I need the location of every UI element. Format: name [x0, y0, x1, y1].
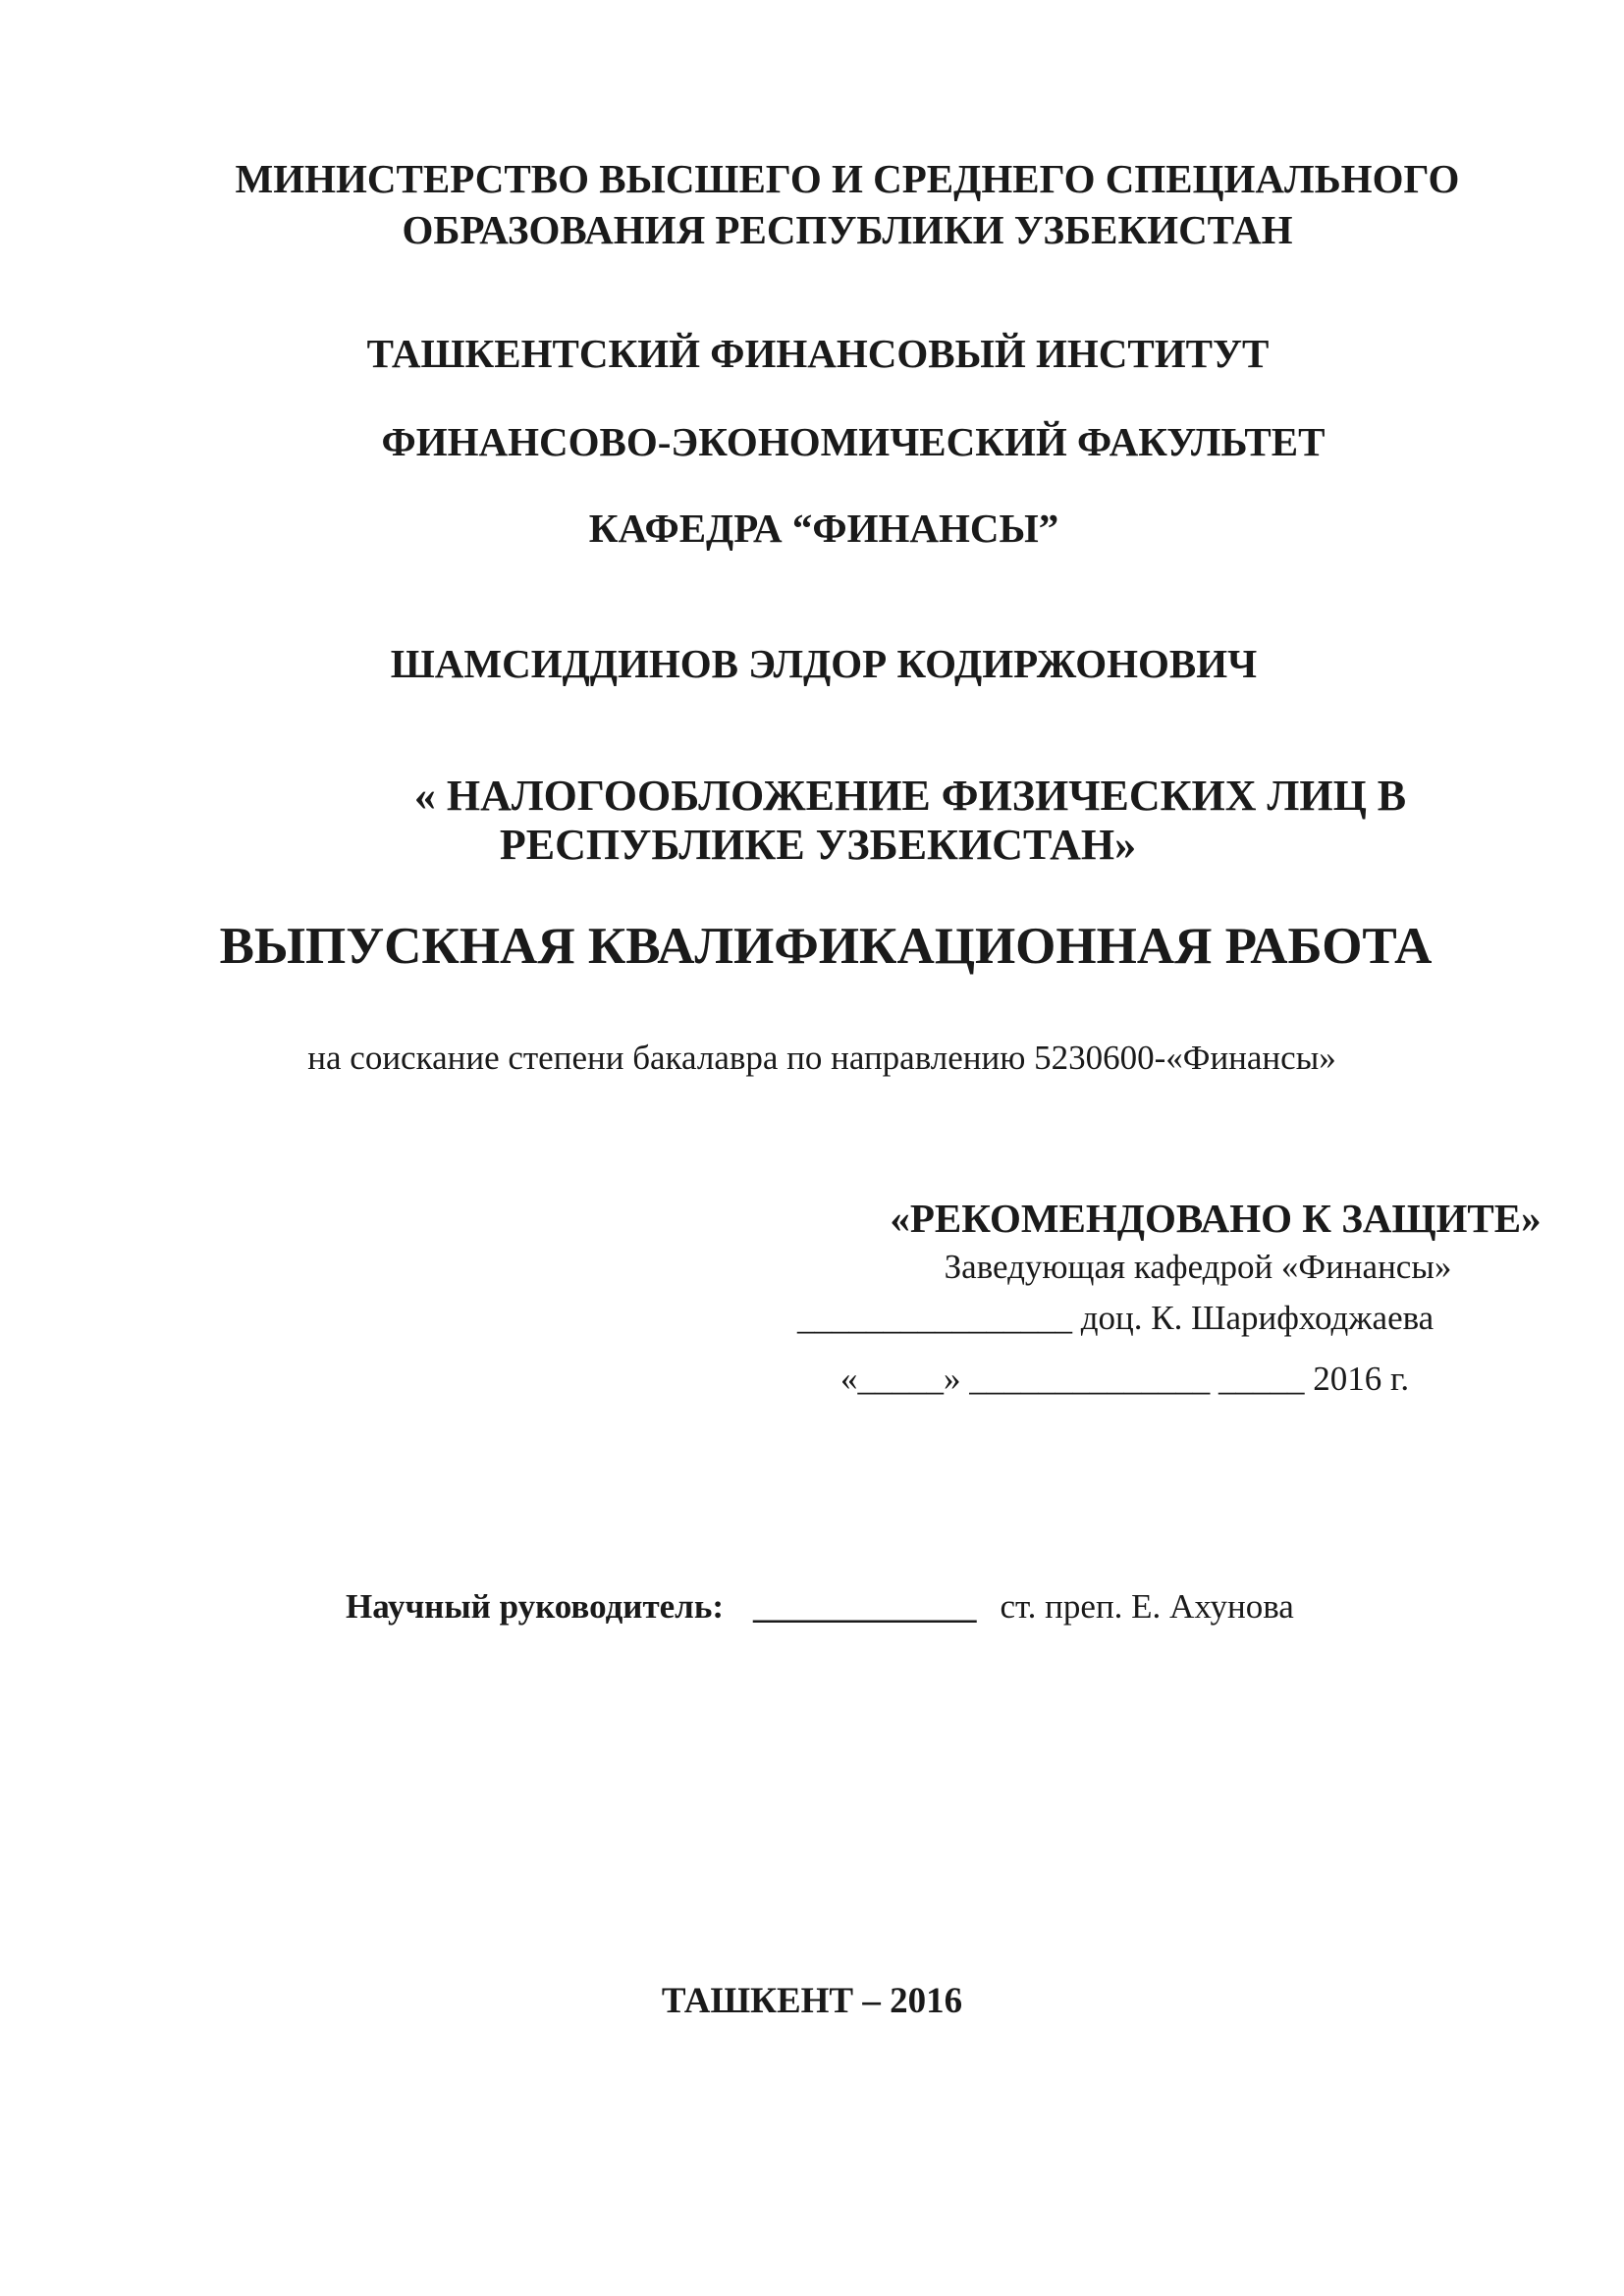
work-type-heading: [0, 915, 1624, 978]
institute-text: ТАШКЕНТСКИЙ ФИНАНСОВЫЙ ИНСТИТУТ: [366, 331, 1270, 376]
institute-name: [0, 328, 1624, 379]
department-text: КАФЕДРА “ФИНАНСЫ”: [588, 506, 1059, 551]
topic-line-1: « НАЛОГООБЛОЖЕНИЕ ФИЗИЧЕСКИХ ЛИЦ В: [413, 772, 1407, 820]
recommendation-title: «РЕКОМЕНДОВАНО К ЗАЩИТЕ»: [890, 1196, 1542, 1241]
supervisor-label: Научный руководитель:: [346, 1587, 724, 1626]
ministry-header: [0, 153, 1624, 255]
city-year-text: ТАШКЕНТ – 2016: [661, 1981, 963, 2021]
topic-line-2: РЕСПУБЛИКЕ УЗБЕКИСТАН»: [499, 821, 1137, 869]
city-year: [0, 1977, 1624, 2026]
degree-text: на соискание степени бакалавра по направлению 5230600-«Финансы»: [307, 1039, 1336, 1077]
supervisor-name: ст. преп. Е. Ахунова: [1000, 1587, 1294, 1626]
recommendation-date-line: «_____» ______________ _____ 2016 г.: [840, 1360, 1410, 1398]
faculty-name: [0, 416, 1624, 467]
ministry-line-1: МИНИСТЕРСТВО ВЫСШЕГО И СРЕДНЕГО СПЕЦИАЛЬНОГО: [235, 156, 1460, 201]
recommendation-block: [805, 1194, 1591, 1292]
department-head-label: Заведующая кафедрой «Финансы»: [944, 1248, 1452, 1286]
work-type-text: ВЫПУСКНАЯ КВАЛИФИКАЦИОННАЯ РАБОТА: [219, 918, 1433, 975]
department-name: [0, 503, 1624, 554]
thesis-topic: [0, 772, 1624, 870]
supervisor-signature-blank: _____________: [752, 1587, 977, 1626]
ministry-line-2: ОБРАЗОВАНИЯ РЕСПУБЛИКИ УЗБЕКИСТАН: [402, 207, 1293, 252]
author-text: ШАМСИДДИНОВ ЭЛДОР КОДИРЖОНОВИЧ: [390, 641, 1258, 686]
author-name: [0, 638, 1624, 689]
supervisor-line: [346, 1582, 1294, 1631]
degree-line: [0, 1037, 1624, 1080]
head-signature-line: ________________ доц. К. Шарифходжаева: [797, 1299, 1435, 1337]
faculty-text: ФИНАНСОВО-ЭКОНОМИЧЕСКИЙ ФАКУЛЬТЕТ: [381, 419, 1326, 464]
